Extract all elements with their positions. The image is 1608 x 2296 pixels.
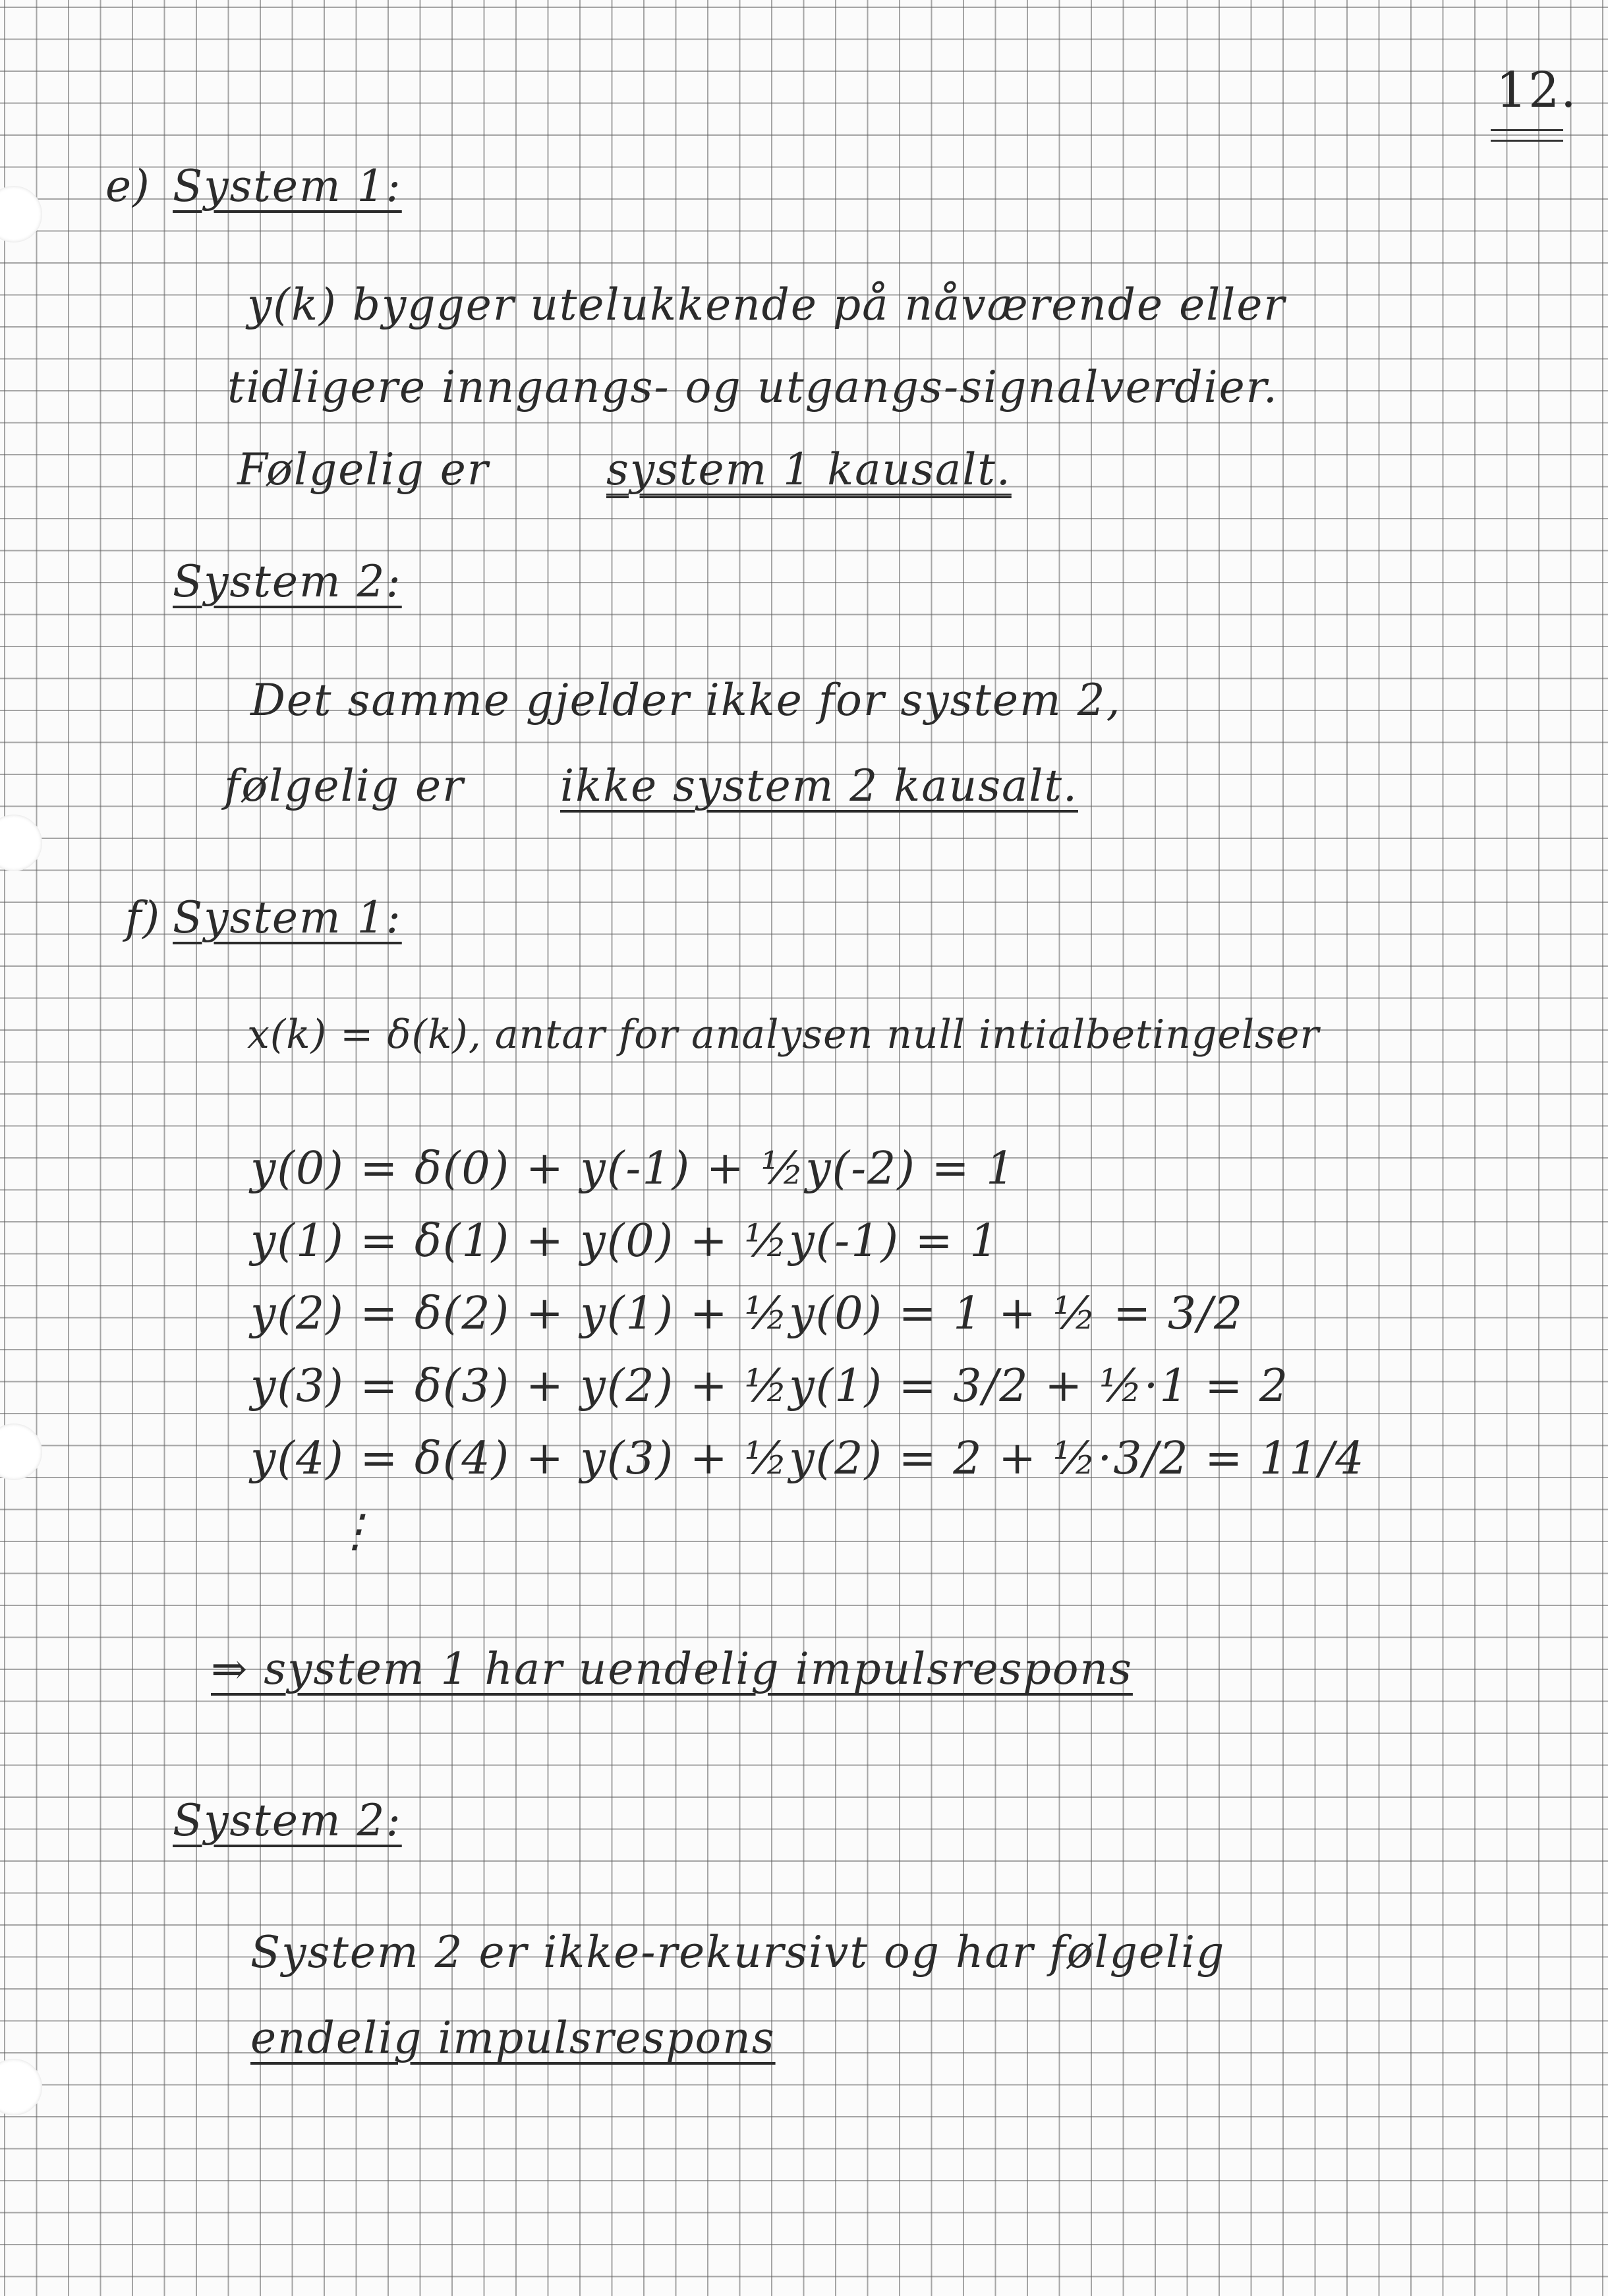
section-e-system2-heading: System 2: bbox=[173, 556, 402, 607]
section-e-system2-line-2: følgelig er bbox=[224, 761, 465, 811]
equation-y2: y(2) = δ(2) + y(1) + ½y(0) = 1 + ½ = 3/2 bbox=[250, 1288, 1244, 1340]
section-e-system1-line-1: y(k) bygger utelukkende på nåværende eller bbox=[247, 279, 1286, 330]
equation-y3: y(3) = δ(3) + y(2) + ½y(1) = 3/2 + ½·1 = 2 bbox=[250, 1360, 1290, 1412]
equation-y1: y(1) = δ(1) + y(0) + ½y(-1) = 1 bbox=[250, 1215, 1000, 1267]
section-e-system1-line-2: tidligere inngangs- og utgangs-signalverdier. bbox=[227, 362, 1278, 413]
section-f-system1-conclusion: ⇒ system 1 har uendelig impulsrespons bbox=[211, 1644, 1133, 1694]
punch-hole-2 bbox=[0, 815, 42, 871]
section-e-system1-heading: System 1: bbox=[173, 161, 402, 212]
section-f-system2-line-2: endelig impulsrespons bbox=[250, 2013, 776, 2063]
section-e-system1-line-3: Følgelig er bbox=[237, 444, 490, 495]
section-f-system2-line-1: System 2 er ikke-rekursivt og har følgelig bbox=[250, 1927, 1226, 1978]
section-e-system1-conclusion: system 1 kausalt. bbox=[606, 444, 1012, 495]
page-number-underline-2 bbox=[1491, 140, 1563, 142]
section-f-marker: f) bbox=[125, 892, 161, 943]
equation-continuation-dots: ⋮ bbox=[333, 1505, 379, 1557]
section-e-system2-line-1: Det samme gjelder ikke for system 2, bbox=[250, 675, 1122, 726]
section-e-marker: e) bbox=[105, 161, 151, 212]
punch-hole-3 bbox=[0, 1423, 42, 1480]
section-f-system2-heading: System 2: bbox=[173, 1795, 402, 1846]
punch-hole-4 bbox=[0, 2059, 42, 2115]
section-e-system2-conclusion: ikke system 2 kausalt. bbox=[560, 761, 1078, 811]
page-number: 12. bbox=[1496, 62, 1578, 119]
section-f-input-line: x(k) = δ(k), antar for analysen null intialbetingelser bbox=[247, 1012, 1320, 1058]
punch-hole-1 bbox=[0, 186, 42, 243]
section-f-system1-heading: System 1: bbox=[173, 892, 402, 943]
equation-y0: y(0) = δ(0) + y(-1) + ½y(-2) = 1 bbox=[250, 1143, 1016, 1195]
page-number-underline-1 bbox=[1491, 129, 1563, 131]
equation-y4: y(4) = δ(4) + y(3) + ½y(2) = 2 + ½·3/2 = 11/4 bbox=[250, 1433, 1365, 1485]
